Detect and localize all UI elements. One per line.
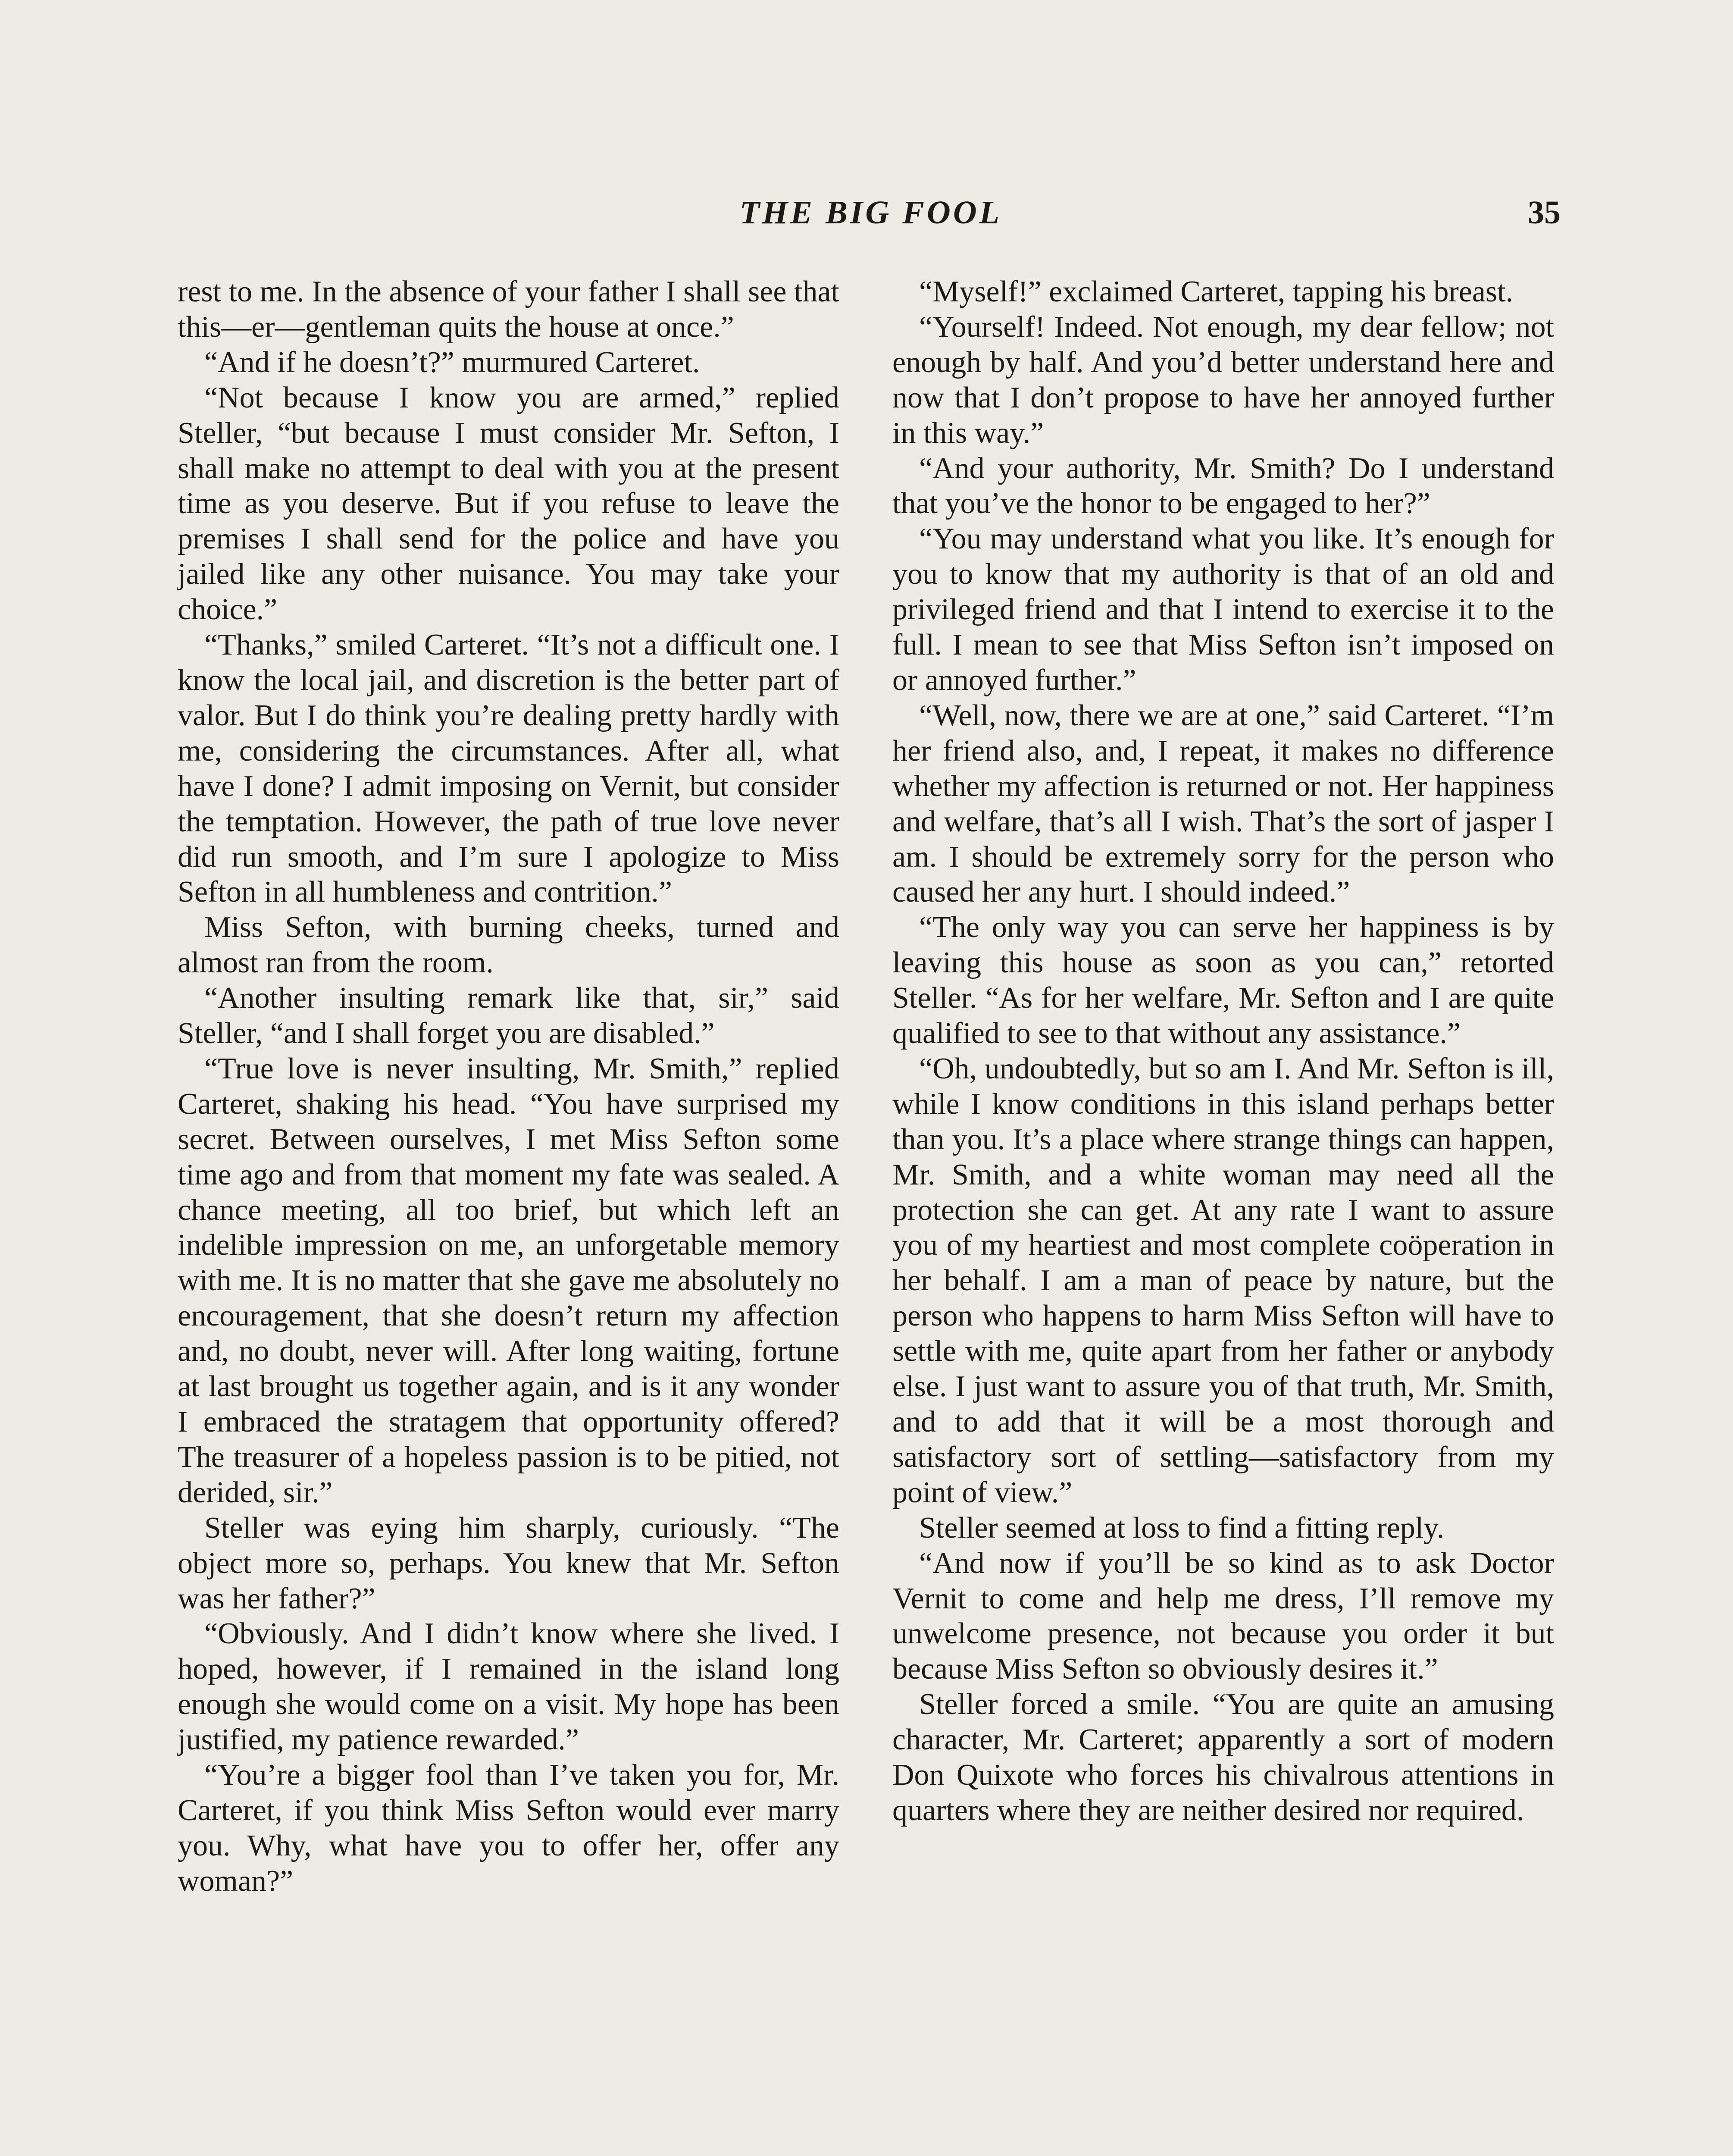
- paragraph: “And now if you’ll be so kind as to ask Doctor Vernit to come and help me dress, I’ll remove my unwelcome presence, not because you order it but because Miss Sefton so obviously desires it.”: [892, 1546, 1554, 1686]
- paragraph: “And your authority, Mr. Smith? Do I understand that you’ve the honor to be engaged to her?”: [892, 451, 1554, 520]
- page-header: [181, 194, 1561, 246]
- paragraph: Steller forced a smile. “You are quite an amusing character, Mr. Carteret; apparently a sort of modern Don Quixote who forces his chivalrous attentions in quarters where they are neither desired nor required.: [892, 1688, 1554, 1827]
- paragraph: “Obviously. And I didn’t know where she lived. I hoped, however, if I remained in the island long enough she would come on a visit. My hope has been justified, my patience rewarded.”: [178, 1617, 839, 1757]
- paragraph: Steller was eying him sharply, curiously. “The object more so, perhaps. You knew that Mr. Sefton was her father?”: [178, 1511, 839, 1615]
- paragraph: “Well, now, there we are at one,” said Carteret. “I’m her friend also, and, I repeat, it makes no difference whether my affection is returned or not. Her happiness and welfare, that’s all I wish. That’s the sort of jasper I am. I should be extremely sorry for the person who caused her any hurt. I should indeed.”: [892, 699, 1554, 909]
- paragraph: Steller seemed at loss to find a fitting reply.: [919, 1511, 1445, 1545]
- paragraph: Miss Sefton, with burning cheeks, turned and almost ran from the room.: [178, 911, 839, 980]
- paragraph: “And if he doesn’t?” murmured Carteret.: [204, 345, 700, 379]
- page-number: 35: [1528, 194, 1561, 231]
- right-column: [892, 274, 1554, 1828]
- paragraph: “Myself!” exclaimed Carteret, tapping his breast.: [919, 275, 1514, 308]
- left-column: [178, 274, 839, 1899]
- running-title: THE BIG FOOL: [739, 194, 1002, 231]
- paragraph: “Another insulting remark like that, sir,” said Steller, “and I shall forget you are disabled.”: [178, 981, 839, 1050]
- paragraph: “You may understand what you like. It’s enough for you to know that my authority is that of an old and privileged friend and that I intend to exercise it to the full. I mean to see that Miss Sefton isn’t imposed on or annoyed further.”: [892, 522, 1554, 697]
- paragraph: “The only way you can serve her happiness is by leaving this house as soon as you can,” retorted Steller. “As for her welfare, Mr. Sefton and I are quite qualified to see to that without any assistance.”: [892, 911, 1554, 1050]
- paragraph: rest to me. In the absence of your father I shall see that this—er—gentleman quits the house at once.”: [178, 275, 839, 344]
- paragraph: “Yourself! Indeed. Not enough, my dear fellow; not enough by half. And you’d better understand here and now that I don’t propose to have her annoyed further in this way.”: [892, 310, 1554, 450]
- paragraph: “Thanks,” smiled Carteret. “It’s not a difficult one. I know the local jail, and discretion is the better part of valor. But I do think you’re dealing pretty hardly with me, considering the circumstances. After all, what have I done? I admit imposing on Vernit, but consider the temptation. However, the path of true love never did run smooth, and I’m sure I apologize to Miss Sefton in all humbleness and contrition.”: [178, 628, 839, 909]
- paragraph: “Not because I know you are armed,” replied Steller, “but because I must consider Mr. Sefton, I shall make no attempt to deal with you at the present time as you deserve. But if you refuse to leave the premises I shall send for the police and have you jailed like any other nuisance. You may take your choice.”: [178, 381, 839, 627]
- paragraph: “Oh, undoubtedly, but so am I. And Mr. Sefton is ill, while I know conditions in this island perhaps better than you. It’s a place where strange things can happen, Mr. Smith, and a white woman may need all the protection she can get. At any rate I want to assure you of my heartiest and most complete coöperation in her behalf. I am a man of peace by nature, but the person who happens to harm Miss Sefton will have to settle with me, quite apart from her father or anybody else. I just want to assure you of that truth, Mr. Smith, and to add that it will be a most thorough and satisfactory sort of settling—satisfactory from my point of view.”: [892, 1052, 1554, 1509]
- paragraph: “True love is never insulting, Mr. Smith,” replied Carteret, shaking his head. “You have surprised my secret. Between ourselves, I met Miss Sefton some time ago and from that moment my fate was sealed. A chance meeting, all too brief, but which left an indelible impression on me, an unforgetable memory with me. It is no matter that she gave me absolutely no encouragement, that she doesn’t return my affection and, no doubt, never will. After long waiting, fortune at last brought us together again, and is it any wonder I embraced the stratagem that opportunity offered? The treasurer of a hopeless passion is to be pitied, not derided, sir.”: [178, 1052, 839, 1509]
- paragraph: “You’re a bigger fool than I’ve taken you for, Mr. Carteret, if you think Miss Sefton would ever marry you. Why, what have you to offer her, offer any woman?”: [178, 1758, 839, 1898]
